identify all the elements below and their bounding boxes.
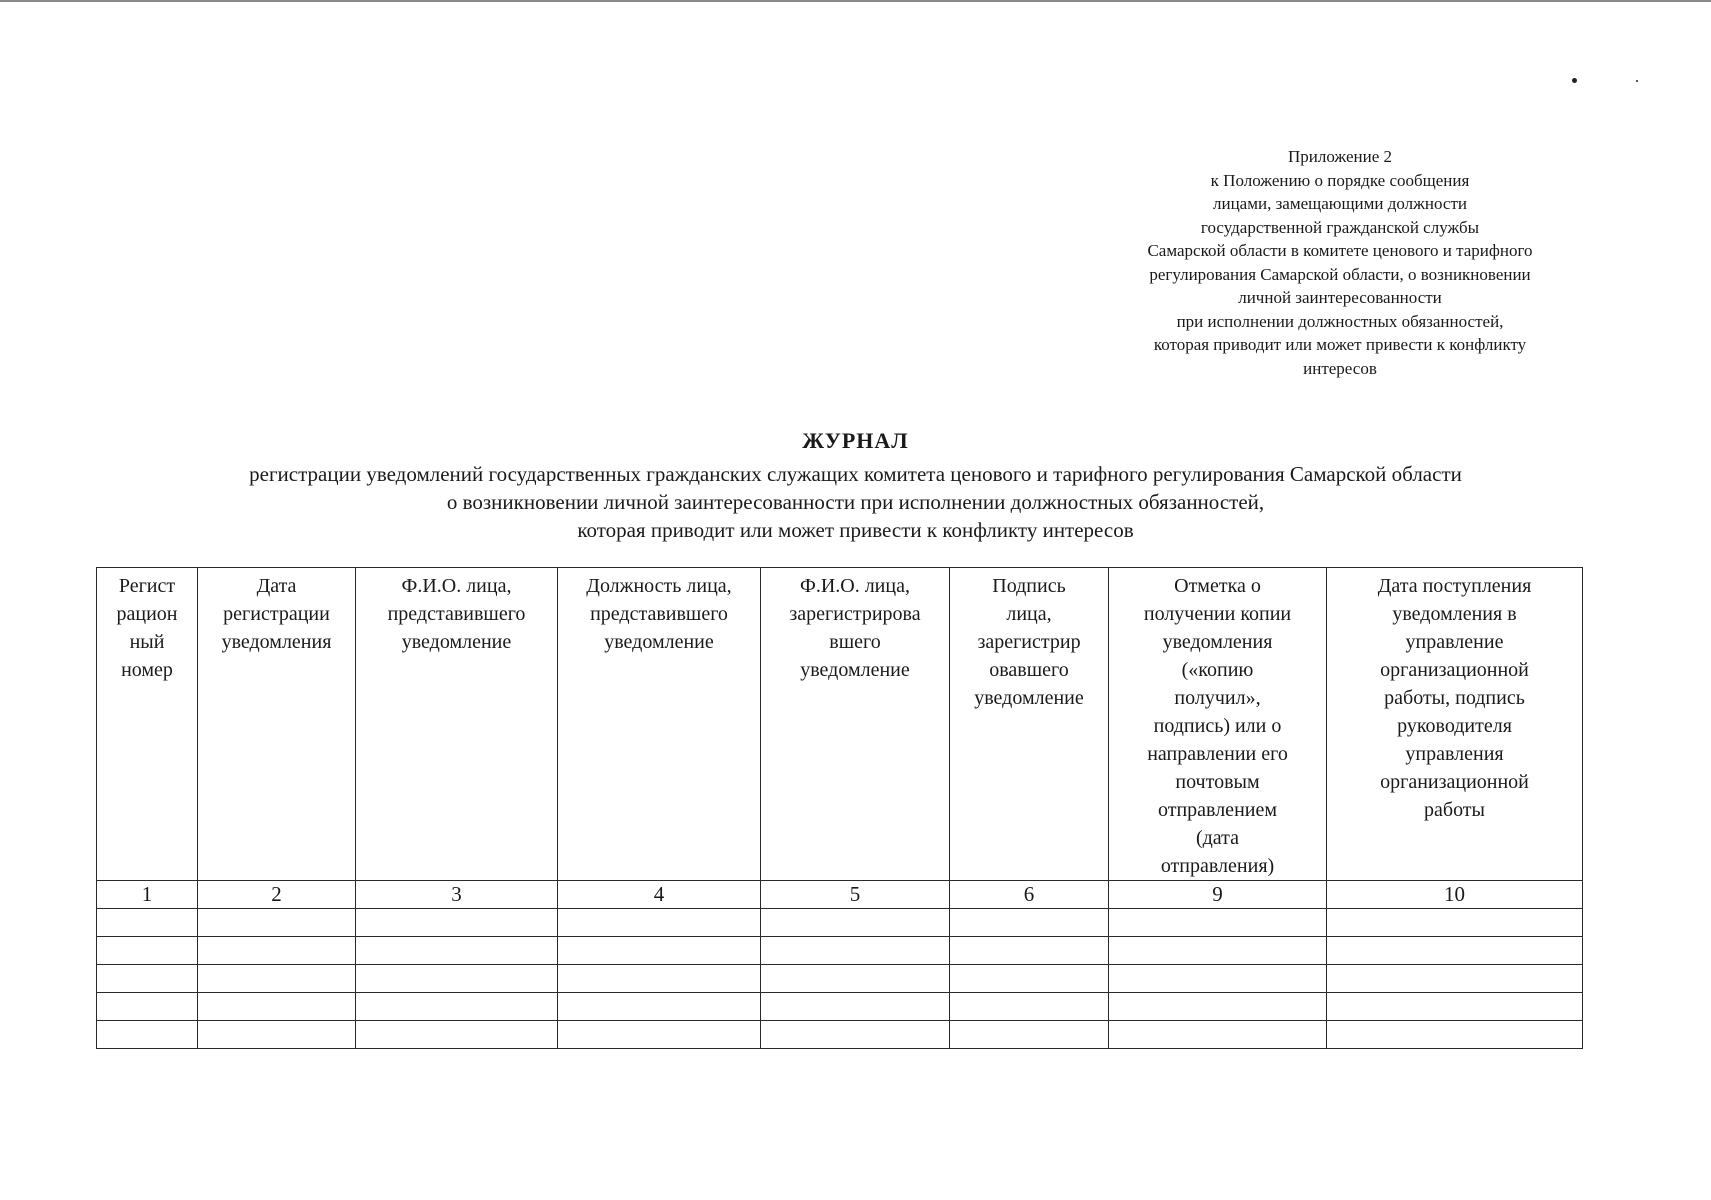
header-submitter-name: Ф.И.О. лица, представившего уведомление xyxy=(356,568,558,881)
column-number: 5 xyxy=(761,881,950,909)
header-row xyxy=(97,568,1583,881)
blank-cell xyxy=(1109,965,1327,993)
scan-top-edge xyxy=(0,0,1711,2)
header-registration-date: Дата регистрации уведомления xyxy=(198,568,356,881)
appendix-line: Приложение 2 xyxy=(1288,147,1392,166)
blank-cell xyxy=(198,965,356,993)
subtitle-line: которая приводит или может привести к конфликту интересов xyxy=(577,518,1134,542)
blank-cell xyxy=(97,993,198,1021)
blank-cell xyxy=(761,1021,950,1049)
header-registrar-signature: Подпись лица, зарегистрир овавшего уведомление xyxy=(950,568,1109,881)
blank-cell xyxy=(97,1021,198,1049)
blank-cell xyxy=(1327,1021,1583,1049)
appendix-line: к Положению о порядке сообщения xyxy=(1210,170,1470,190)
blank-cell xyxy=(558,1021,761,1049)
subtitle-line: о возникновении личной заинтересованности при исполнении должностных обязанностей, xyxy=(446,490,1265,514)
scan-speck xyxy=(1636,80,1638,82)
column-number: 10 xyxy=(1327,881,1583,909)
appendix-line: которая приводит или может привести к конфликту xyxy=(1153,335,1527,354)
blank-cell xyxy=(356,1021,558,1049)
blank-cell xyxy=(950,909,1109,937)
blank-cell xyxy=(1327,937,1583,965)
column-number: 2 xyxy=(198,881,356,909)
table-row xyxy=(97,993,1583,1021)
blank-cell xyxy=(1327,909,1583,937)
journal-table xyxy=(96,567,1583,1049)
blank-cell xyxy=(198,909,356,937)
header-registrar-name: Ф.И.О. лица, зарегистрирова вшего уведомление xyxy=(761,568,950,881)
blank-cell xyxy=(1327,965,1583,993)
blank-cell xyxy=(558,993,761,1021)
appendix-line: при исполнении должностных обязанностей, xyxy=(1176,311,1504,331)
blank-cell xyxy=(97,937,198,965)
header-submitter-position: Должность лица, представившего уведомление xyxy=(558,568,761,881)
appendix-line: интересов xyxy=(1303,358,1377,378)
table-row xyxy=(97,965,1583,993)
blank-cell xyxy=(761,993,950,1021)
blank-cell xyxy=(950,993,1109,1021)
blank-cell xyxy=(950,937,1109,965)
document-title: ЖУРНАЛ xyxy=(802,428,909,453)
table-row xyxy=(97,909,1583,937)
appendix-line: лицами, замещающими должности xyxy=(1212,194,1468,213)
blank-cell xyxy=(198,1021,356,1049)
header-receipt-date-signature: Дата поступления уведомления в управление организационной работы, подпись руководителя управления организационной работы xyxy=(1327,568,1583,881)
blank-cell xyxy=(198,937,356,965)
blank-cell xyxy=(558,909,761,937)
appendix-line: регулирования Самарской области, о возникновении xyxy=(1149,264,1531,284)
column-number: 4 xyxy=(558,881,761,909)
appendix-line: государственной гражданской службы xyxy=(1200,217,1480,237)
appendix-line: Самарской области в комитете ценового и тарифного xyxy=(1147,241,1533,260)
blank-cell xyxy=(198,993,356,1021)
blank-cell xyxy=(356,993,558,1021)
blank-cell xyxy=(97,965,198,993)
scan-speck xyxy=(1572,78,1577,83)
blank-cell xyxy=(558,937,761,965)
column-number: 3 xyxy=(356,881,558,909)
blank-cell xyxy=(950,965,1109,993)
blank-cell xyxy=(97,909,198,937)
column-number: 6 xyxy=(950,881,1109,909)
blank-cell xyxy=(761,937,950,965)
header-copy-receipt-mark: Отметка о получении копии уведомления («копию получил», подпись) или о направлении его почтовым отправлением (дата отправления) xyxy=(1109,568,1327,881)
appendix-note xyxy=(1080,145,1600,380)
blank-cell xyxy=(1109,993,1327,1021)
column-number: 9 xyxy=(1109,881,1327,909)
table-row xyxy=(97,1021,1583,1049)
appendix-line: личной заинтересованности xyxy=(1238,288,1442,307)
column-number-row xyxy=(97,881,1583,909)
subtitle-line: регистрации уведомлений государственных гражданских служащих комитета ценового и тарифного регулирования Самарской области xyxy=(249,462,1462,486)
blank-cell xyxy=(761,965,950,993)
header-registration-number: Регист рацион ный номер xyxy=(97,568,198,881)
blank-cell xyxy=(1109,937,1327,965)
blank-cell xyxy=(1109,909,1327,937)
blank-cell xyxy=(1327,993,1583,1021)
blank-cell xyxy=(356,965,558,993)
document-subtitle xyxy=(80,460,1631,544)
blank-cell xyxy=(761,909,950,937)
blank-cell xyxy=(558,965,761,993)
blank-cell xyxy=(356,937,558,965)
blank-cell xyxy=(950,1021,1109,1049)
table-row xyxy=(97,937,1583,965)
blank-cell xyxy=(356,909,558,937)
blank-cell xyxy=(1109,1021,1327,1049)
column-number: 1 xyxy=(97,881,198,909)
